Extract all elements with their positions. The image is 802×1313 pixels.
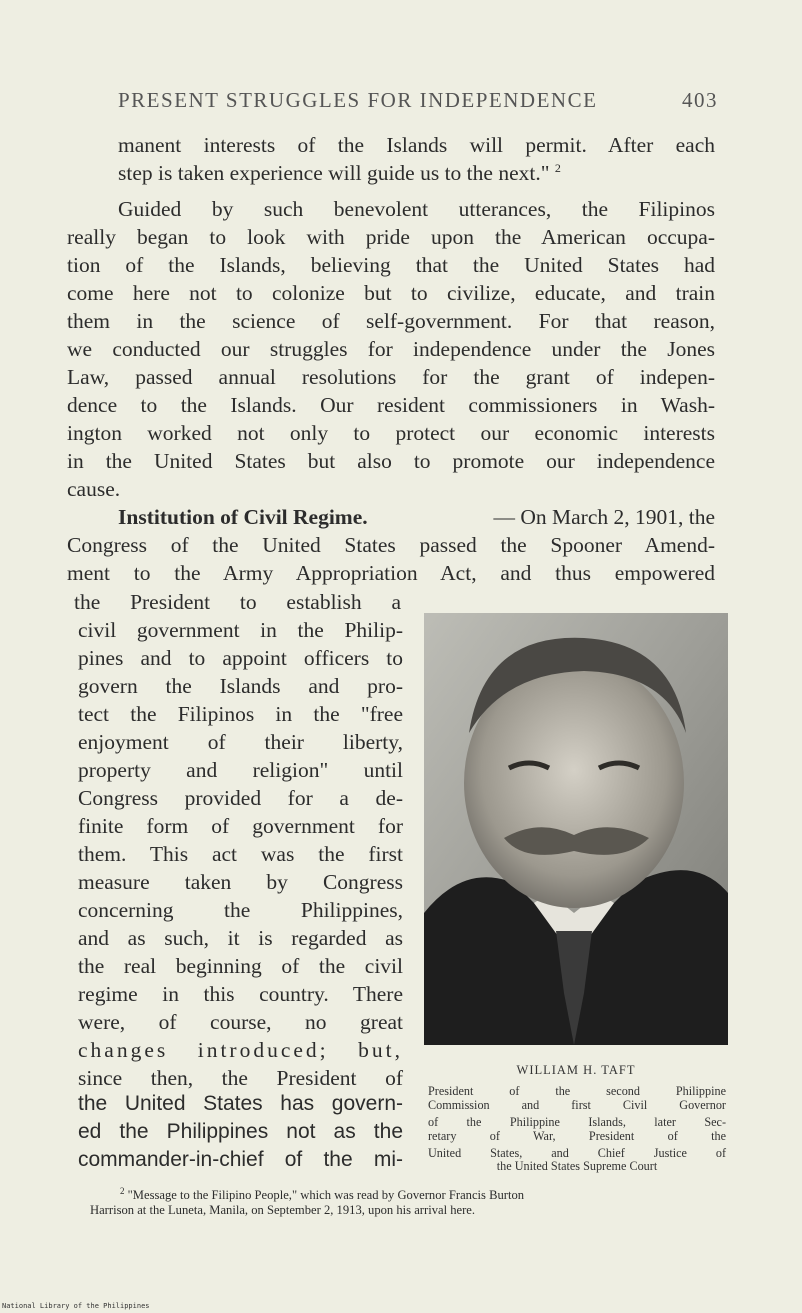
text-line: ington worked not only to protect our economic interests <box>67 421 715 445</box>
page-number: 403 <box>682 88 718 112</box>
text-line: pines and to appoint officers to <box>78 646 403 670</box>
text-line: manent interests of the Islands will permit. After each <box>118 133 715 157</box>
text-line: ed the Philippines not as the <box>78 1120 403 1143</box>
text-line: Guided by such benevolent utterances, the Filipinos <box>118 197 715 221</box>
text-line: ment to the Army Appropriation Act, and thus empowered <box>67 561 715 585</box>
text-line: regime in this country. There <box>78 982 403 1006</box>
text-line: since then, the President of <box>78 1066 403 1090</box>
text-line: Congress of the United States passed the Spooner Amend- <box>67 533 715 557</box>
running-head <box>118 88 718 113</box>
text-line: really began to look with pride upon the American occupa- <box>67 225 715 249</box>
caption-line: of the Philippine Islands, later Sec- <box>428 1115 726 1129</box>
text-line: were, of course, no great <box>78 1010 403 1034</box>
text-line: civil government in the Philip- <box>78 618 403 642</box>
text-line <box>118 159 561 187</box>
footnote-marker: 2 <box>120 1185 125 1196</box>
text-line: govern the Islands and pro- <box>78 674 403 698</box>
text-line: come here not to colonize but to civilize, educate, and train <box>67 281 715 305</box>
text-line: measure taken by Congress <box>78 870 403 894</box>
caption-line: Commission and first Civil Governor <box>428 1098 726 1112</box>
text-line-segment: — On March 2, 1901, the <box>493 505 715 529</box>
text-line: Law, passed annual resolutions for the grant of indepen- <box>67 365 715 389</box>
text-line: Congress provided for a de- <box>78 786 403 810</box>
caption-line: the United States Supreme Court <box>496 1159 658 1173</box>
footnote-ref: 2 <box>554 160 561 175</box>
text-line: dence to the Islands. Our resident commissioners in Wash- <box>67 393 715 417</box>
text-line: the United States has govern- <box>78 1092 403 1115</box>
text-line: tect the Filipinos in the "free <box>78 702 403 726</box>
portrait-image <box>424 613 728 1045</box>
text-line: the President to establish a <box>74 590 401 614</box>
text-line: finite form of government for <box>78 814 403 838</box>
running-title: PRESENT STRUGGLES FOR INDEPENDENCE <box>118 88 598 112</box>
footnote-line: Harrison at the Luneta, Manila, on September 2, 1913, upon his arrival here. <box>90 1203 476 1217</box>
text-line: changes introduced; but, <box>78 1038 403 1062</box>
text-line: property and religion" until <box>78 758 403 782</box>
text-line-segment: step is taken experience will guide us to the next." <box>118 161 550 185</box>
text-line: in the United States but also to promote our independence <box>67 449 715 473</box>
section-heading: Institution of Civil Regime. <box>118 505 368 529</box>
text-line: cause. <box>67 477 121 501</box>
caption-line: President of the second Philippine <box>428 1084 726 1098</box>
text-line: and as such, it is regarded as <box>78 926 403 950</box>
text-line: them. This act was the first <box>78 842 403 866</box>
caption-line: United States, and Chief Justice of <box>428 1146 726 1160</box>
footnote <box>120 1185 525 1203</box>
footnote-line: "Message to the Filipino People," which was read by Governor Francis Burton <box>127 1188 525 1202</box>
text-line: we conducted our struggles for independence under the Jones <box>67 337 715 361</box>
library-credit: National Library of the Philippines <box>2 1302 150 1310</box>
text-line: commander-in-chief of the mi- <box>78 1148 403 1171</box>
caption-title: WILLIAM H. TAFT <box>516 1063 636 1077</box>
text-line: concerning the Philippines, <box>78 898 403 922</box>
caption-line: retary of War, President of the <box>428 1129 726 1143</box>
section-line <box>118 503 715 531</box>
portrait-photo <box>424 613 728 1045</box>
text-line: them in the science of self-government. For that reason, <box>67 309 715 333</box>
text-line: the real beginning of the civil <box>78 954 403 978</box>
text-line: enjoyment of their liberty, <box>78 730 403 754</box>
text-line: tion of the Islands, believing that the United States had <box>67 253 715 277</box>
